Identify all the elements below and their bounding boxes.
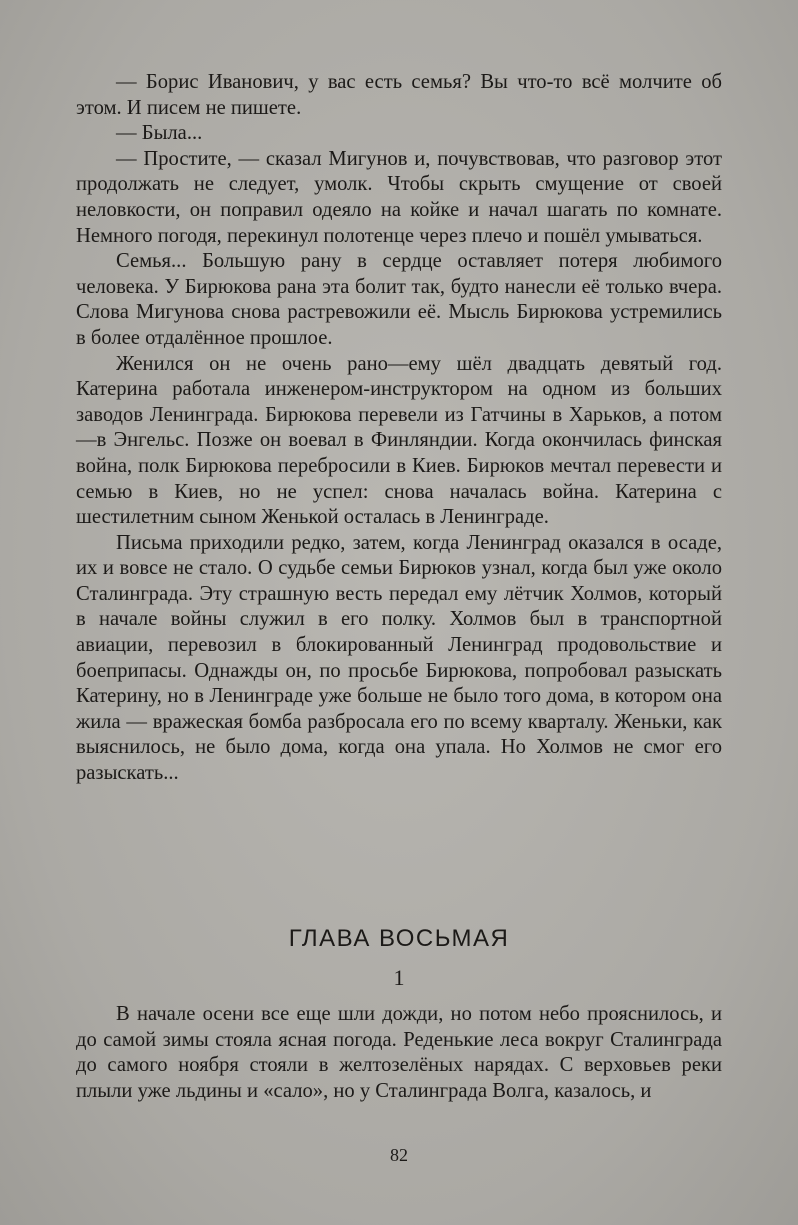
paragraph: — Была... xyxy=(116,122,203,145)
chapter-text xyxy=(76,1002,722,1104)
paragraph: Семья... Большую рану в сердце оставляет потеря любимого человека. У Бирюкова рана эта болит так, будто нанесли её только вчера. Слова Мигунова снова растревожили её. Мысль Бирюкова устремились в более отдалённое прошлое. xyxy=(76,250,722,349)
main-text xyxy=(76,70,722,787)
paragraph: В начале осени все еще шли дожди, но потом небо прояснилось, и до самой зимы стояла ясная погода. Реденькие леса вокруг Сталинграда до самого ноября стояли в желтозелёных нарядах. С верховьев реки плыли уже льдины и «сало», но у Сталинграда Волга, казалось, и xyxy=(76,1003,722,1102)
paragraph: — Простите, — сказал Мигунов и, почувствовав, что разговор этот продолжать не следует, умолк. Чтобы скрыть смущение от своей неловкости, он поправил одеяло на койке и начал шагать по комнате. Немного погодя, перекинул полотенце через плечо и пошёл умываться. xyxy=(76,147,722,247)
paragraph: — Борис Иванович, у вас есть семья? Вы что-то всё молчите об этом. И писем не пишете. xyxy=(76,71,722,119)
chapter-title: ГЛАВА ВОСЬМАЯ xyxy=(288,925,510,952)
paragraph: Женился он не очень рано—ему шёл двадцать девятый год. Катерина работала инженером-инструктором на одном из больших заводов Ленинграда. Бирюкова перевели из Гатчины в Харьков, а потом—в Энгельс. Позже он воевал в Финляндии. Когда окончилась финская война, полк Бирюкова перебросили в Киев. Бирюков мечтал перевести и семью в Киев, но не успел: снова началась война. Катерина с шестилетним сыном Женькой осталась в Ленинграде. xyxy=(76,352,722,529)
section-number: 1 xyxy=(393,965,405,990)
paragraph: Письма приходили редко, затем, когда Ленинград оказался в осаде, их и вовсе не стало. О судьбе семьи Бирюков узнал, когда был уже около Сталинграда. Эту страшную весть передал ему лётчик Холмов, который в начале войны служил в его полку. Холмов был в транспортной авиации, перевозил в блокированный Ленинград продовольствие и боеприпасы. Однажды он, по просьбе Бирюкова, попробовал разыскать Катерину, но в Ленинграде уже больше не было того дома, в котором она жила — вражеская бомба разбросала его по всему кварталу. Женьки, как выяснилось, не было дома, когда она упала. Но Холмов не смог его разыскать... xyxy=(76,531,722,785)
page-number: 82 xyxy=(390,1145,408,1165)
